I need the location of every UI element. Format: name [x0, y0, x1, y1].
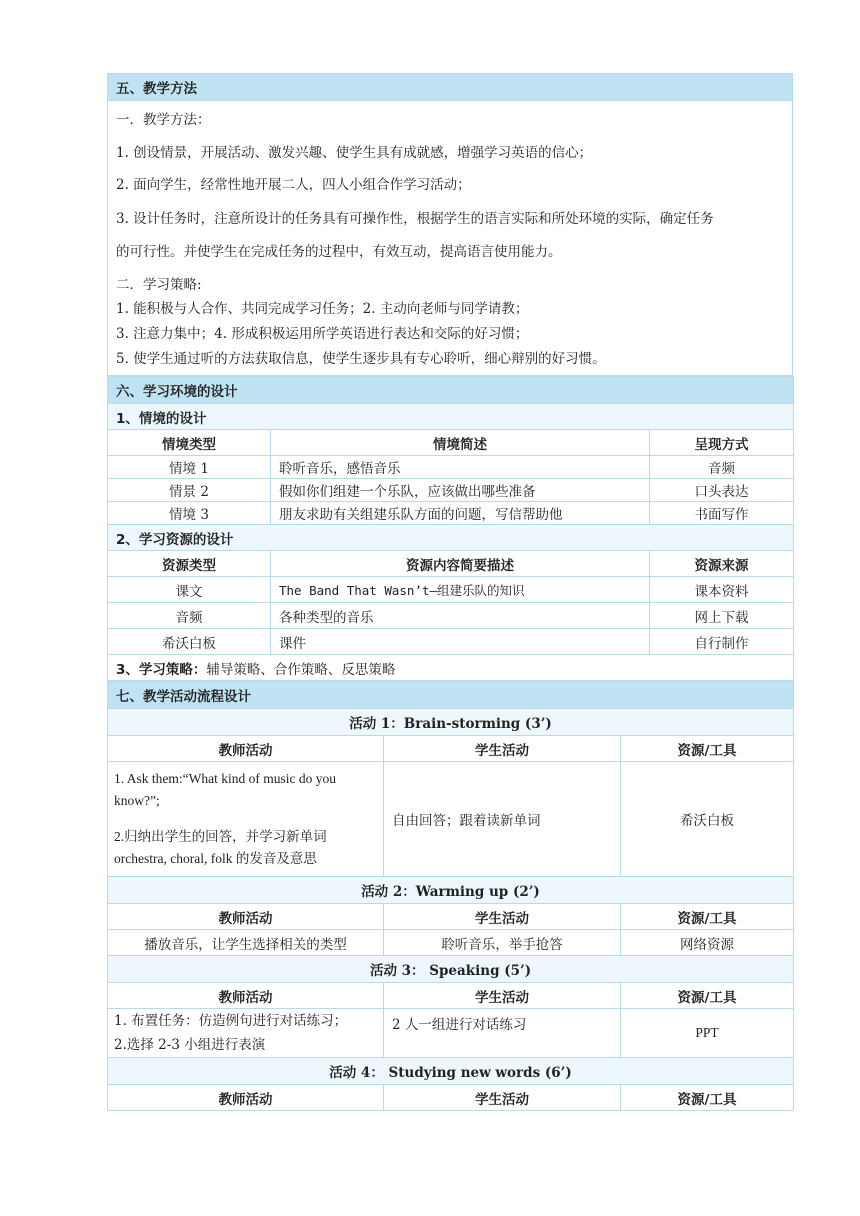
column-header: 情境类型 [108, 430, 271, 456]
strategy-item: 5. 使学生通过听的方法获取信息，使学生逐步具有专心聆听，细心辩别的好习惯。 [116, 351, 606, 367]
activity-label: 活动 3： Speaking (5’) [108, 956, 794, 983]
subsection-title: 1、情境的设计 [108, 404, 794, 430]
learning-strategy-text: 辅导策略、合作策略、反思策略 [206, 661, 396, 678]
strategies-heading: 二．学习策略: [116, 277, 202, 293]
column-header: 资源类型 [108, 551, 271, 577]
table-cell: 聆听音乐，感悟音乐 [271, 456, 650, 479]
column-header: 学生活动 [384, 904, 621, 930]
table-cell: 假如你们组建一个乐队，应该做出哪些准备 [271, 479, 650, 502]
method-item: 1. 创设情景，开展活动、激发兴趣、使学生具有成就感，增强学习英语的信心； [116, 145, 593, 161]
strategy-item: 1. 能积极与人合作、共同完成学习任务；2. 主动向老师与同学请教； [116, 301, 529, 317]
table-cell: 情境 3 [108, 502, 271, 525]
method-item: 2. 面向学生，经常性地开展二人，四人小组合作学习活动； [116, 177, 471, 193]
tool-cell: 希沃白板 [621, 762, 794, 877]
column-header: 教师活动 [108, 904, 384, 930]
table-cell: 课本资料 [650, 577, 794, 603]
column-header: 学生活动 [384, 736, 621, 762]
teacher-step: 2.归纳出学生的回答，并学习新单词 orchestra, choral, folk 的发音及意思 [114, 829, 327, 866]
method-item: 的可行性。并使学生在完成任务的过程中，有效互动，提高语言使用能力。 [116, 244, 562, 260]
table-cell: 情景 2 [108, 479, 271, 502]
column-header: 教师活动 [108, 736, 384, 762]
methods-block [108, 101, 793, 376]
table-cell: 自行制作 [650, 629, 794, 655]
table-cell: The Band That Wasn’t—组建乐队的知识 [271, 577, 650, 603]
student-activity-cell: 自由回答；跟着读新单词 [384, 762, 621, 877]
student-activity-cell: 聆听音乐，举手抢答 [384, 930, 621, 956]
activity-label: 活动 1：Brain-storming (3’) [108, 709, 794, 736]
column-header: 教师活动 [108, 983, 384, 1009]
activity-label: 活动 2：Warming up (2’) [108, 877, 794, 904]
methods-heading: 一．教学方法： [116, 112, 211, 128]
learning-strategy-row [108, 655, 794, 681]
column-header: 资源/工具 [621, 983, 794, 1009]
activity-label: 活动 4： Studying new words (6’) [108, 1058, 794, 1085]
student-activity-cell: 2 人一组进行对话练习 [384, 1009, 621, 1058]
table-cell: 朋友求助有关组建乐队方面的问题，写信帮助他 [271, 502, 650, 525]
teaching-methods-table [107, 73, 793, 376]
strategy-item: 3. 注意力集中；4. 形成积极运用所学英语进行表达和交际的好习惯； [116, 326, 529, 342]
activity-flow-table [107, 681, 794, 1111]
column-header: 资源/工具 [621, 904, 794, 930]
table-cell: 课文 [108, 577, 271, 603]
teacher-activity-cell [108, 1009, 384, 1058]
learning-strategy-label: 3、学习策略： [116, 661, 207, 678]
table-cell: 各种类型的音乐 [271, 603, 650, 629]
teacher-step: 1. 布置任务：仿造例句进行对话练习； [114, 1013, 348, 1029]
teacher-activity-cell [108, 762, 384, 877]
tool-cell: 网络资源 [621, 930, 794, 956]
column-header: 资源/工具 [621, 736, 794, 762]
column-header: 呈现方式 [650, 430, 794, 456]
column-header: 资源内容简要描述 [271, 551, 650, 577]
column-header: 学生活动 [384, 983, 621, 1009]
method-item: 3. 设计任务时，注意所设计的任务具有可操作性，根据学生的语言实际和所处环境的实际，确定任务 [116, 211, 714, 227]
teacher-activity-cell: 播放音乐，让学生选择相关的类型 [108, 930, 384, 956]
column-header: 资源/工具 [621, 1085, 794, 1111]
column-header: 情境简述 [271, 430, 650, 456]
environment-design-table [107, 376, 794, 681]
lesson-plan-document [107, 73, 793, 1111]
subsection-title: 2、学习资源的设计 [108, 525, 794, 551]
column-header: 教师活动 [108, 1085, 384, 1111]
section-title: 六、学习环境的设计 [108, 377, 794, 404]
table-cell: 情境 1 [108, 456, 271, 479]
table-cell: 课件 [271, 629, 650, 655]
teacher-step: 1. Ask them:“What kind of music do you know?”; [114, 771, 336, 808]
section-title: 五、教学方法 [108, 74, 793, 101]
section-title: 七、教学活动流程设计 [108, 682, 794, 709]
table-cell: 希沃白板 [108, 629, 271, 655]
table-cell: 网上下载 [650, 603, 794, 629]
table-cell: 口头表达 [650, 479, 794, 502]
table-cell: 音频 [108, 603, 271, 629]
column-header: 资源来源 [650, 551, 794, 577]
tool-cell: PPT [621, 1009, 794, 1058]
table-cell: 书面写作 [650, 502, 794, 525]
teacher-step: 2.选择 2-3 小组进行表演 [114, 1037, 266, 1053]
column-header: 学生活动 [384, 1085, 621, 1111]
table-cell: 音频 [650, 456, 794, 479]
